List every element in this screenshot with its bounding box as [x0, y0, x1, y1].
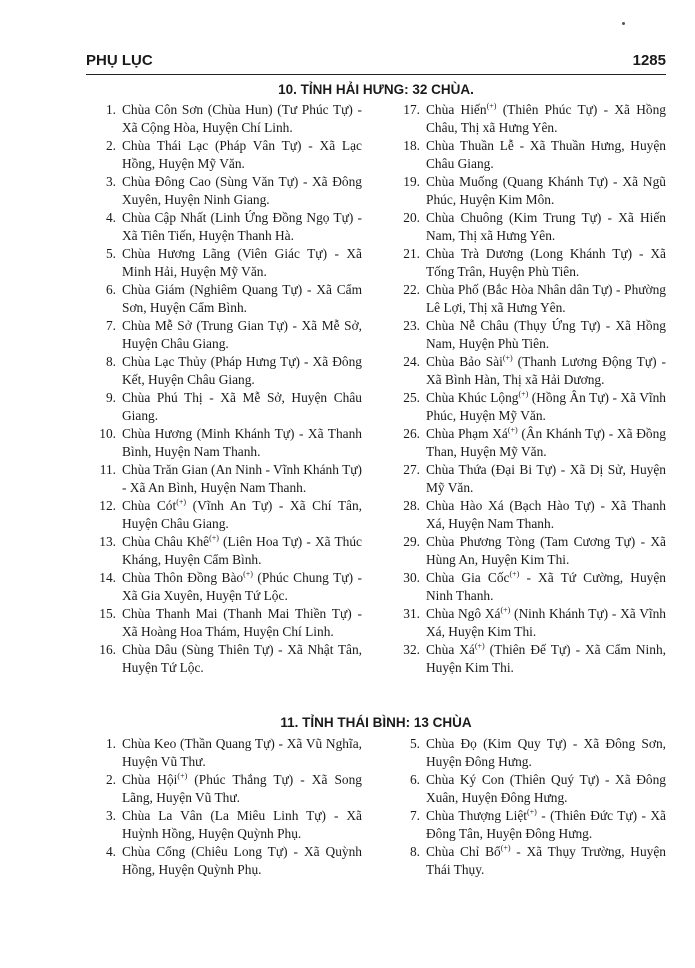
- item-text-rest: (Hồng Ân Tự) - Xã Vĩnh Phúc, Huyện Mỹ Văn.: [426, 390, 666, 423]
- item-text-main: Chùa Cót: [122, 498, 177, 513]
- item-text: [122, 389, 362, 425]
- item-number: 30.: [403, 570, 420, 585]
- list-item: [390, 173, 666, 209]
- list-item: [390, 497, 666, 533]
- list-item: [390, 605, 666, 641]
- footnote-marker: (+): [474, 641, 485, 651]
- item-text: [122, 843, 362, 879]
- item-number: 15.: [99, 606, 116, 621]
- item-text: [426, 317, 666, 353]
- item-text: [122, 281, 362, 317]
- item-text-rest: (Ân Khánh Tự) - Xã Đồng Than, Huyện Mỹ Văn.: [426, 426, 667, 459]
- item-text-main: Chùa Thái Lạc (Pháp Vân Tự) - Xã Lạc Hồng, Huyện Mỹ Văn.: [122, 138, 362, 171]
- item-text: [122, 569, 362, 605]
- item-text-main: Chùa Hào Xá (Bạch Hào Tự) - Xã Thanh Xá, Huyện Nam Thanh.: [426, 498, 666, 531]
- item-text: [122, 497, 362, 533]
- item-text: [122, 807, 362, 843]
- list-column-right: [390, 101, 666, 677]
- list-item: [390, 843, 666, 879]
- list-column-left: [86, 735, 362, 879]
- item-number: 18.: [403, 138, 420, 153]
- list-item: [86, 843, 362, 879]
- item-number: 14.: [99, 570, 116, 585]
- item-text: [426, 425, 666, 461]
- list-item: [390, 461, 666, 497]
- item-text: [122, 735, 362, 771]
- list-item: [86, 173, 362, 209]
- item-text: [426, 533, 666, 569]
- item-text-rest: - Xã Thụy Trường, Huyện Thái Thụy.: [426, 844, 666, 877]
- item-text: [426, 353, 666, 389]
- item-text-main: Chùa Keo (Thần Quang Tự) - Xã Vũ Nghĩa, Huyện Vũ Thư.: [122, 736, 362, 769]
- item-text: [426, 389, 666, 425]
- item-text-main: Chùa Nễ Châu (Thụy Ứng Tự) - Xã Hồng Nam, Huyện Phù Tiên.: [426, 318, 666, 351]
- list-item: [86, 771, 362, 807]
- page-header: [86, 50, 666, 75]
- list-item: [86, 735, 362, 771]
- item-number: 23.: [403, 318, 420, 333]
- item-text-main: Chùa Thứa (Đại Bi Tự) - Xã Dị Sử, Huyện Mỹ Văn.: [426, 462, 666, 495]
- item-text-main: Chùa Dâu (Sùng Thiên Tự) - Xã Nhật Tân, Huyện Tứ Lộc.: [122, 642, 362, 675]
- item-text: [426, 735, 666, 771]
- item-text: [426, 209, 666, 245]
- item-text-rest: (Thiên Đế Tự) - Xã Cẩm Ninh, Huyện Kim Thi.: [426, 642, 666, 675]
- item-text-rest: (Thiên Phúc Tự) - Xã Hồng Châu, Thị xã Hưng Yên.: [426, 102, 666, 135]
- list-column-right: [390, 735, 666, 879]
- list-item: [390, 533, 666, 569]
- list-item: [86, 137, 362, 173]
- item-text: [122, 461, 362, 497]
- item-number: 7.: [105, 318, 116, 333]
- item-text-main: Chùa Khúc Lộng: [426, 390, 519, 405]
- page-mark: [622, 22, 625, 25]
- item-text-rest: (Phúc Chung Tự) - Xã Gia Xuyên, Huyện Tứ Lộc.: [122, 570, 362, 603]
- item-text-main: Chùa Bảo Sài: [426, 354, 503, 369]
- item-text: [122, 425, 362, 461]
- item-text: [122, 353, 362, 389]
- list-item: [390, 771, 666, 807]
- footnote-marker: (+): [507, 425, 518, 435]
- item-text-rest: - Xã Tứ Cường, Huyện Ninh Thanh.: [426, 570, 666, 603]
- item-text-rest: - (Thiên Đức Tự) - Xã Đông Tân, Huyện Đông Hưng.: [426, 808, 666, 841]
- item-text-main: Chùa Trà Dương (Long Khánh Tự) - Xã Tống Trân, Huyện Phù Tiên.: [426, 246, 666, 279]
- list-item: [86, 569, 362, 605]
- item-number: 17.: [403, 102, 420, 117]
- footnote-marker: (+): [518, 389, 529, 399]
- item-text-main: Chùa Hội: [122, 772, 178, 787]
- list-item: [390, 137, 666, 173]
- list-item: [390, 569, 666, 605]
- footnote-marker: (+): [486, 101, 497, 111]
- item-text-main: Chùa Thuần Lễ - Xã Thuần Hưng, Huyện Châu Giang.: [426, 138, 666, 171]
- item-number: 4.: [105, 210, 116, 225]
- item-number: 16.: [99, 642, 116, 657]
- item-number: 8.: [105, 354, 116, 369]
- item-number: 24.: [403, 354, 420, 369]
- item-text-main: Chùa Lạc Thủy (Pháp Hưng Tự) - Xã Đông Kết, Huyện Châu Giang.: [122, 354, 362, 387]
- item-text-main: Chùa Chỉ Bổ: [426, 844, 501, 859]
- item-text-main: Chùa Hương Lãng (Viên Giác Tự) - Xã Minh Hải, Huyện Mỹ Văn.: [122, 246, 362, 279]
- item-number: 31.: [403, 606, 420, 621]
- list-item: [86, 807, 362, 843]
- item-text-main: Chùa Phố (Bắc Hòa Nhân dân Tự) - Phường Lê Lợi, Thị xã Hưng Yên.: [426, 282, 666, 315]
- item-text: [426, 771, 666, 807]
- item-number: 2.: [105, 772, 116, 787]
- item-number: 20.: [403, 210, 420, 225]
- item-text: [122, 101, 362, 137]
- footnote-marker: (+): [209, 533, 219, 543]
- item-text-main: Chùa Côn Sơn (Chùa Hun) (Tư Phúc Tự) - Xã Cộng Hòa, Huyện Chí Linh.: [122, 102, 362, 135]
- item-text: [426, 281, 666, 317]
- item-text: [122, 209, 362, 245]
- item-number: 19.: [403, 174, 420, 189]
- item-text-main: Chùa Phú Thị - Xã Mễ Sở, Huyện Châu Giang.: [122, 390, 362, 423]
- footnote-marker: (+): [502, 353, 513, 363]
- list-column-left: [86, 101, 362, 677]
- item-text: [122, 533, 362, 569]
- item-number: 25.: [403, 390, 420, 405]
- item-text-main: Chùa Cập Nhất (Linh Ứng Đồng Ngọ Tự) - Xã Tiên Tiến, Huyện Thanh Hà.: [122, 210, 362, 243]
- item-number: 1.: [105, 736, 116, 751]
- item-text: [122, 317, 362, 353]
- footnote-marker: (+): [176, 497, 187, 507]
- item-text-main: Chùa Hiến: [426, 102, 487, 117]
- item-text-main: Chùa Thôn Đồng Bào: [122, 570, 244, 585]
- item-text: [426, 137, 666, 173]
- list-item: [390, 245, 666, 281]
- item-text: [122, 245, 362, 281]
- item-text: [426, 497, 666, 533]
- item-number: 26.: [403, 426, 420, 441]
- item-number: 6.: [105, 282, 116, 297]
- item-text-main: Chùa Mễ Sở (Trung Gian Tự) - Xã Mễ Sở, Huyện Châu Giang.: [122, 318, 362, 351]
- item-number: 27.: [403, 462, 420, 477]
- section-title-hai-hung: 10. TỈNH HẢI HƯNG: 32 CHÙA.: [278, 82, 474, 97]
- item-number: 12.: [99, 498, 116, 513]
- item-text: [426, 641, 666, 677]
- item-text-main: Chùa Ký Con (Thiên Quý Tự) - Xã Đông Xuân, Huyện Đông Hưng.: [426, 772, 666, 805]
- list-item: [86, 605, 362, 641]
- item-number: 10.: [99, 426, 116, 441]
- running-title: PHỤ LỤC: [86, 52, 153, 69]
- item-text: [426, 461, 666, 497]
- list-item: [86, 317, 362, 353]
- item-number: 21.: [403, 246, 420, 261]
- item-number: 7.: [409, 808, 420, 823]
- item-text: [426, 807, 666, 843]
- item-text: [426, 843, 666, 879]
- list-item: [390, 389, 666, 425]
- list-item: [86, 497, 362, 533]
- list-item: [86, 101, 362, 137]
- item-text-rest: (Ninh Khánh Tự) - Xã Vĩnh Xá, Huyện Kim Thi.: [426, 606, 667, 639]
- item-text-main: Chùa Ngô Xá: [426, 606, 501, 621]
- item-text-main: Chùa Phương Tòng (Tam Cương Tự) - Xã Hùng An, Huyện Kim Thi.: [426, 534, 666, 567]
- item-text-main: Chùa Phạm Xá: [426, 426, 508, 441]
- item-number: 13.: [99, 534, 116, 549]
- list-item: [86, 641, 362, 677]
- list-item: [86, 533, 362, 569]
- item-text-main: Chùa La Vân (La Miêu Linh Tự) - Xã Huỳnh Hồng, Huyện Quỳnh Phụ.: [122, 808, 362, 841]
- list-item: [86, 209, 362, 245]
- item-number: 2.: [105, 138, 116, 153]
- section-title-thai-binh: 11. TỈNH THÁI BÌNH: 13 CHÙA: [280, 715, 472, 730]
- list-item: [390, 735, 666, 771]
- list-item: [86, 389, 362, 425]
- list-item: [86, 425, 362, 461]
- item-text: [122, 641, 362, 677]
- item-number: 5.: [105, 246, 116, 261]
- footnote-marker: (+): [500, 605, 511, 615]
- item-text-main: Chùa Thượng Liệt: [426, 808, 527, 823]
- item-number: 3.: [105, 808, 116, 823]
- list-item: [390, 281, 666, 317]
- item-text: [122, 771, 362, 807]
- footnote-marker: (+): [177, 771, 188, 781]
- item-text: [122, 605, 362, 641]
- item-text: [426, 605, 666, 641]
- item-number: 5.: [409, 736, 420, 751]
- footnote-marker: (+): [527, 807, 537, 817]
- item-text-main: Chùa Đọ (Kim Quy Tự) - Xã Đông Sơn, Huyện Đông Hưng.: [426, 736, 666, 769]
- item-text-rest: (Phúc Thắng Tự) - Xã Song Lãng, Huyện Vũ Thư.: [122, 772, 362, 805]
- item-text-main: Chùa Xá: [426, 642, 475, 657]
- footnote-marker: (+): [509, 569, 520, 579]
- item-text-main: Chùa Chuông (Kim Trung Tự) - Xã Hiến Nam, Thị xã Hưng Yên.: [426, 210, 666, 243]
- item-number: 3.: [105, 174, 116, 189]
- list-item: [390, 317, 666, 353]
- item-text-main: Chùa Muống (Quang Khánh Tự) - Xã Ngũ Phúc, Huyện Kim Môn.: [426, 174, 666, 207]
- item-text-rest: (Thanh Lương Động Tự) - Xã Bình Hàn, Thị xã Hải Dương.: [426, 354, 666, 387]
- item-number: 11.: [99, 462, 116, 477]
- item-text: [426, 569, 666, 605]
- item-number: 32.: [403, 642, 420, 657]
- item-text-main: Chùa Trăn Gian (An Ninh - Vĩnh Khánh Tự) - Xã An Bình, Huyện Nam Thanh.: [122, 462, 362, 495]
- item-text-main: Chùa Châu Khê: [122, 534, 210, 549]
- item-text: [426, 245, 666, 281]
- item-text: [426, 101, 666, 137]
- item-number: 28.: [403, 498, 420, 513]
- item-number: 9.: [105, 390, 116, 405]
- item-text-rest: (Liên Hoa Tự) - Xã Thúc Kháng, Huyện Cẩm Bình.: [122, 534, 362, 567]
- item-number: 29.: [403, 534, 420, 549]
- item-text-main: Chùa Thanh Mai (Thanh Mai Thiền Tự) - Xã Hoàng Hoa Thám, Huyện Chí Linh.: [122, 606, 362, 639]
- list-item: [390, 807, 666, 843]
- item-text: [122, 137, 362, 173]
- list-item: [390, 641, 666, 677]
- footnote-marker: (+): [500, 843, 511, 853]
- item-text-main: Chùa Giám (Nghiêm Quang Tự) - Xã Cẩm Sơn, Huyện Cẩm Bình.: [122, 282, 362, 315]
- list-item: [86, 353, 362, 389]
- list-item: [86, 281, 362, 317]
- list-item: [390, 209, 666, 245]
- item-number: 22.: [403, 282, 420, 297]
- list-item: [86, 461, 362, 497]
- item-text-main: Chùa Đông Cao (Sùng Văn Tự) - Xã Đông Xuyên, Huyện Ninh Giang.: [122, 174, 362, 207]
- list-item: [390, 353, 666, 389]
- item-text-rest: (Vĩnh An Tự) - Xã Chí Tân, Huyện Châu Giang.: [122, 498, 362, 531]
- item-number: 6.: [409, 772, 420, 787]
- item-number: 1.: [105, 102, 116, 117]
- footnote-marker: (+): [243, 569, 253, 579]
- item-text-main: Chùa Cổng (Chiêu Long Tự) - Xã Quỳnh Hồng, Huyện Quỳnh Phụ.: [122, 844, 362, 877]
- list-item: [390, 425, 666, 461]
- item-text-main: Chùa Gia Cốc: [426, 570, 510, 585]
- list-item: [86, 245, 362, 281]
- page-number: 1285: [632, 52, 666, 69]
- item-number: 4.: [105, 844, 116, 859]
- item-text: [426, 173, 666, 209]
- item-text: [122, 173, 362, 209]
- item-text-main: Chùa Hương (Minh Khánh Tự) - Xã Thanh Bình, Huyện Nam Thanh.: [122, 426, 362, 459]
- list-item: [390, 101, 666, 137]
- item-number: 8.: [409, 844, 420, 859]
